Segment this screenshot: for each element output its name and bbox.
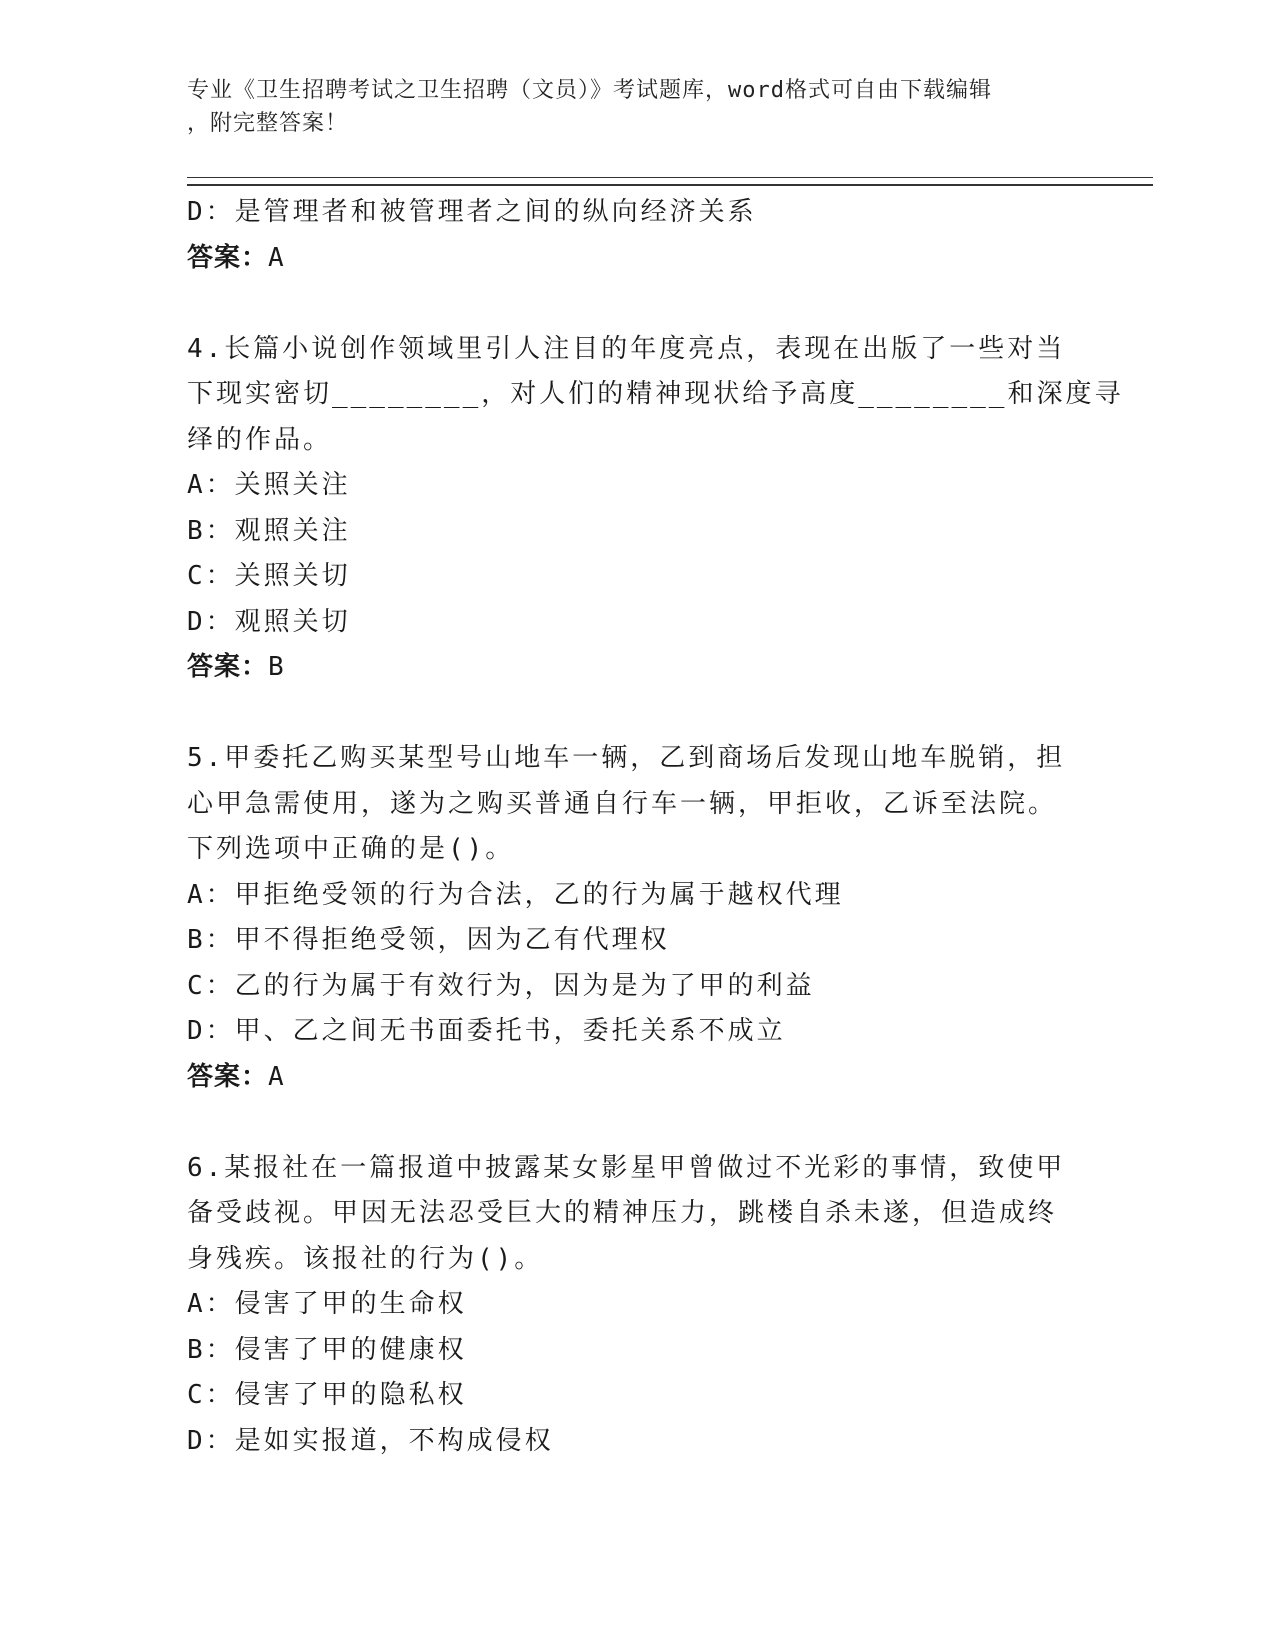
option-a: A：侵害了甲的生命权 [187, 1289, 467, 1319]
answer-value: A [268, 1061, 285, 1092]
option-b: B：侵害了甲的健康权 [187, 1334, 467, 1365]
question-stem-line: 绎的作品。 [187, 424, 333, 455]
question-3-tail [187, 190, 1067, 281]
header-divider [187, 177, 1153, 186]
option-b: B：甲不得拒绝受领，因为乙有代理权 [187, 925, 670, 955]
question-stem-line: 心甲急需使用，遂为之购买普通自行车一辆，甲拒收，乙诉至法院。 [187, 788, 1058, 819]
option-c: C：乙的行为属于有效行为，因为是为了甲的利益 [187, 970, 815, 1001]
question-stem-line: 6.某报社在一篇报道中披露某女影星甲曾做过不光彩的事情，致使甲 [187, 1152, 1066, 1183]
answer-label: 答案： [187, 242, 269, 273]
spacer [187, 281, 1067, 327]
answer-line [187, 1055, 1067, 1101]
question-stem-line: 下现实密切________，对人们的精神现状给予高度________和深度寻 [187, 379, 1124, 409]
spacer [187, 1100, 1067, 1146]
question-stem-line: 5.甲委托乙购买某型号山地车一辆，乙到商场后发现山地车脱销，担 [187, 743, 1066, 773]
spacer [187, 691, 1067, 737]
option-a: A：关照关注 [187, 470, 351, 500]
option-d: D：是如实报道，不构成侵权 [187, 1425, 554, 1456]
question-stem-line: 身残疾。该报社的行为()。 [187, 1243, 544, 1274]
answer-label: 答案： [187, 652, 269, 682]
header-line-2: ，附完整答案！ [187, 111, 349, 136]
option-c: C：关照关切 [187, 561, 351, 591]
question-stem-line: 4.长篇小说创作领域里引人注目的年度亮点，表现在出版了一些对当 [187, 333, 1066, 364]
question-stem-line: 下列选项中正确的是()。 [187, 834, 515, 864]
answer-line [187, 236, 1067, 282]
question-stem-line: 备受歧视。甲因无法忍受巨大的精神压力，跳楼自杀未遂，但造成终 [187, 1198, 1058, 1228]
question-4 [187, 327, 1124, 691]
answer-value: B [268, 652, 285, 682]
answer-line [187, 645, 1067, 691]
header-line-1: 专业《卫生招聘考试之卫生招聘（文员）》考试题库，word格式可自由下载编辑 [187, 78, 992, 103]
option-d: D：是管理者和被管理者之间的纵向经济关系 [187, 197, 757, 227]
option-d: D：观照关切 [187, 606, 351, 637]
option-c: C：侵害了甲的隐私权 [187, 1380, 467, 1410]
answer-label: 答案： [187, 1061, 269, 1092]
option-d: D：甲、乙之间无书面委托书，委托关系不成立 [187, 1016, 786, 1046]
question-list [187, 190, 1124, 1464]
answer-value: A [268, 242, 285, 273]
question-5 [187, 736, 1067, 1100]
option-b: B：观照关注 [187, 515, 351, 546]
question-6 [187, 1146, 1067, 1465]
page-header [187, 74, 1067, 140]
option-a: A：甲拒绝受领的行为合法，乙的行为属于越权代理 [187, 879, 844, 910]
